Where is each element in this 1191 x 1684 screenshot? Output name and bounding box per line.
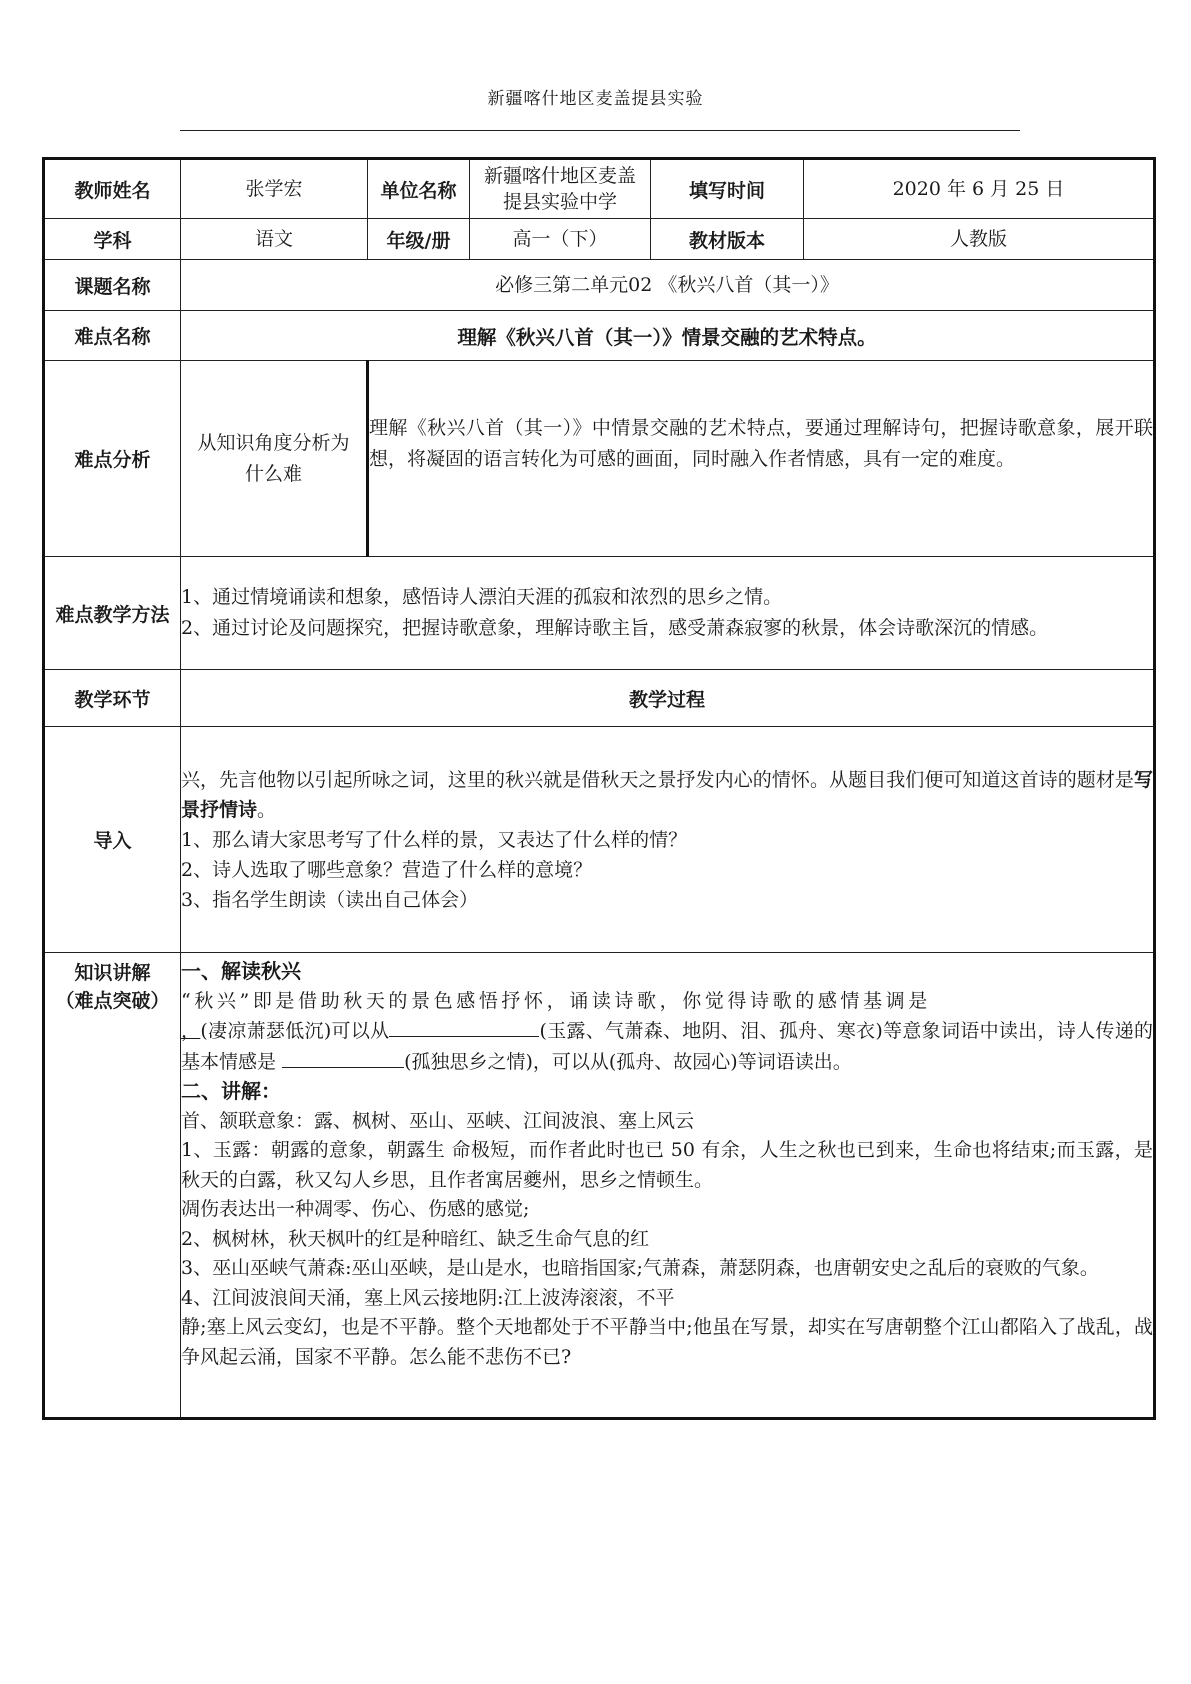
unit-label: 单位名称: [368, 159, 470, 219]
method-label: 难点教学方法: [44, 557, 181, 670]
knowledge-paragraph-1-line-1: “秋兴”即是借助秋天的景色感悟抒怀，诵读诗歌，你觉得诗歌的感情基调是: [181, 989, 931, 1012]
method-row: [44, 557, 1155, 670]
knowledge-line-2: 凋伤表达出一种凋零、伤心、伤感的感觉;: [181, 1198, 530, 1220]
analysis-sub-label: 从知识角度分析为什么难: [181, 361, 368, 557]
info-row-1: [44, 159, 1155, 219]
grade-label: 年级/册: [368, 219, 470, 260]
edition-label: 教材版本: [651, 219, 804, 260]
method-item-2: 2、通过讨论及问题探究，把握诗歌意象，理解诗歌主旨，感受萧森寂寥的秋景，体会诗歌深沉的情感。: [181, 617, 1049, 639]
page-header-title: 新疆喀什地区麦盖提县实验: [487, 89, 704, 109]
topic-row: [44, 260, 1155, 311]
intro-question-1: 1、那么请大家思考写了什么样的景，又表达了什么样的情？: [181, 828, 688, 851]
intro-text: [181, 727, 1155, 953]
difficulty-value: 理解《秋兴八首（其一）》情景交融的艺术特点。: [181, 311, 1155, 361]
knowledge-line-3: 2、枫树林，秋天枫叶的红是种暗红、缺乏生命气息的红: [181, 1227, 650, 1250]
intro-text-a: 兴，先言他物以引起所咏之词，这里的秋兴就是借秋天之景抒发内心的情怀。从题目我们便可知道这首诗的题材是: [181, 768, 1134, 791]
knowledge-label-1: 知识讲解: [74, 962, 151, 984]
knowledge-p1-c: (孤独思乡之情)，可以从(孤舟、故园心)等词语读出。: [404, 1050, 852, 1073]
intro-row: [44, 727, 1155, 953]
intro-question-3: 3、指名学生朗读（读出自己体会）: [181, 888, 479, 911]
process-title: 教学过程: [181, 670, 1155, 727]
lesson-table: [42, 157, 1156, 1420]
difficulty-label: 难点名称: [44, 311, 181, 361]
subject-label: 学科: [44, 219, 181, 260]
info-row-2: [44, 219, 1155, 260]
knowledge-line-6: 静;塞上风云变幻，也是不平静。整个天地都处于不平静当中;他虽在写景，却实在写唐朝整个江山都陷入了战乱，战争风起云涌，国家不平静。怎么能不悲伤不已?: [181, 1316, 1153, 1368]
knowledge-content: [181, 953, 1155, 1419]
knowledge-label-2: （难点突破）: [55, 990, 170, 1012]
analysis-row: [44, 361, 1155, 557]
knowledge-subheading: 首、颔联意象：露、枫树、巫山、巫峡、江间波浪、塞上风云: [181, 1109, 695, 1132]
knowledge-p1-b: (玉露、气萧森、地阴、泪、孤舟、寒衣)等意象词语中读出，诗人传递的基本情感是: [181, 1020, 1154, 1073]
intro-label: 导入: [44, 727, 181, 953]
knowledge-line-1: 1、玉露：朝露的意象，朝露生 命极短，而作者此时也已 50 有余，人生之秋也已到来，生命也将结束;而玉露，是秋天的白露，秋又勾人乡思，且作者寓居夔州，思乡之情顿生。: [181, 1139, 1153, 1191]
knowledge-line-5: 4、江间波浪间天涌，塞上风云接地阴:江上波涛滚滚，不平: [181, 1286, 675, 1309]
imagery-blank[interactable]: [389, 1016, 539, 1037]
edition-value: 人教版: [804, 219, 1155, 260]
topic-label: 课题名称: [44, 260, 181, 311]
method-text: [181, 557, 1155, 670]
process-header-row: [44, 670, 1155, 727]
intro-genre: 写景抒情诗: [181, 768, 1153, 821]
grade-value: 高一（下）: [470, 219, 651, 260]
intro-paragraph: [181, 765, 1153, 825]
knowledge-line-4: 3、巫山巫峡气萧森:巫山巫峡，是山是水，也暗指国家;气萧森，萧瑟阴森，也唐朝安史之乱后的衰败的气象。: [181, 1257, 1099, 1279]
knowledge-heading-1: 一、解读秋兴: [181, 959, 301, 983]
knowledge-row: [44, 953, 1155, 1419]
topic-value: 必修三第二单元02 《秋兴八首（其一）》: [181, 260, 1155, 311]
analysis-label: 难点分析: [44, 361, 181, 557]
date-label: 填写时间: [651, 159, 804, 219]
header-divider: [180, 130, 1020, 131]
intro-text-b: 。: [257, 798, 277, 821]
process-stage-label: 教学环节: [44, 670, 181, 727]
knowledge-heading-2: 二、讲解：: [181, 1079, 281, 1103]
date-value: 2020 年 6 月 25 日: [804, 159, 1155, 219]
knowledge-p1-a: (凄凉萧瑟低沉)可以从: [200, 1020, 390, 1042]
knowledge-label: [44, 953, 181, 1419]
emotion-blank[interactable]: [282, 1047, 404, 1068]
analysis-text: 理解《秋兴八首（其一）》中情景交融的艺术特点，要通过理解诗句，把握诗歌意象，展开联想，将凝固的语言转化为可感的画面，同时融入作者情感，具有一定的难度。: [368, 361, 1155, 557]
method-item-1: 1、通过情境诵读和想象，感悟诗人漂泊天涯的孤寂和浓烈的思乡之情。: [181, 586, 783, 608]
difficulty-row: [44, 311, 1155, 361]
tone-blank[interactable]: ，: [181, 1020, 201, 1042]
subject-value: 语文: [181, 219, 368, 260]
unit-value: 新疆喀什地区麦盖提县实验中学: [470, 159, 651, 219]
knowledge-paragraph-1: [181, 1016, 1153, 1077]
intro-question-2: 2、诗人选取了哪些意象？营造了什么样的意境？: [181, 858, 593, 881]
teacher-label: 教师姓名: [44, 159, 181, 219]
teacher-value: 张学宏: [181, 159, 368, 219]
